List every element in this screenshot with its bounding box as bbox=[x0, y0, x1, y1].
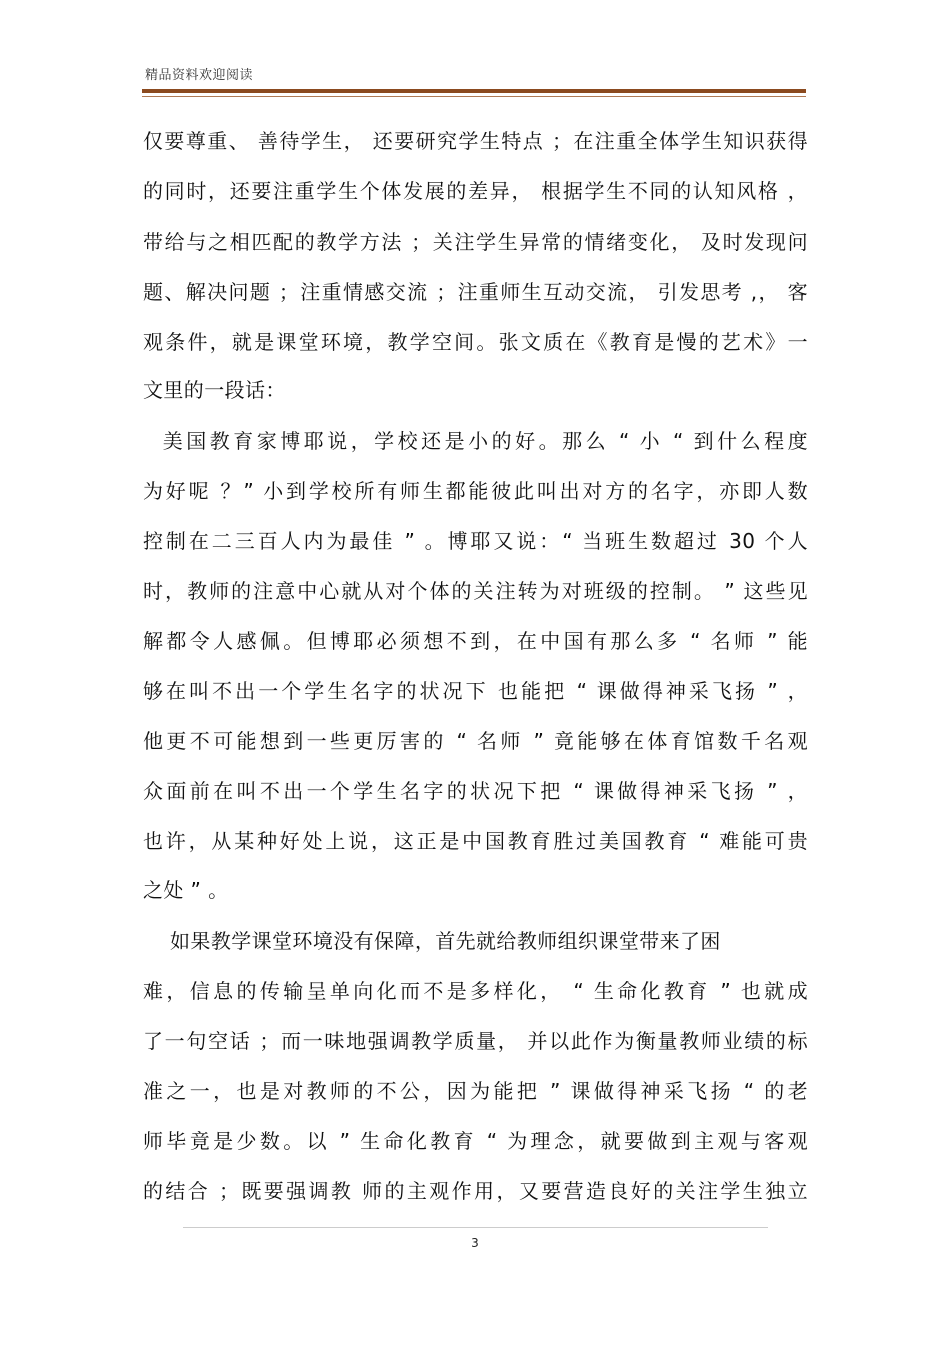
text-line: 他更不可能想到一些更厉害的 “ 名师 ” 竟能够在体育馆数千名观 bbox=[143, 729, 808, 753]
footer-rule bbox=[183, 1227, 768, 1228]
text-line: 美国教育家博耶说，学校还是小的好。那么 “ 小 “ 到什么程度 bbox=[143, 429, 808, 453]
text-line: 师毕竟是少数。以 ” 生命化教育 “ 为理念，就要做到主观与客观 bbox=[143, 1129, 808, 1153]
text-line: 为好呢 ？” 小到学校所有师生都能彼此叫出对方的名字，亦即人数 bbox=[143, 479, 808, 503]
text-line: 观条件，就是课堂环境，教学空间。张文质在《教育是慢的艺术》一 bbox=[143, 330, 808, 354]
page-number: 3 bbox=[471, 1236, 479, 1250]
header-text: 精品资料欢迎阅读 bbox=[145, 68, 254, 83]
text-line: 准之一，也是对教师的不公，因为能把 ” 课做得神采飞扬 “ 的老 bbox=[143, 1079, 808, 1103]
text-line: 时，教师的注意中心就从对个体的关注转为对班级的控制。 ” 这些见 bbox=[143, 579, 808, 603]
header-rule-thin bbox=[142, 96, 806, 97]
text-line: 控制在二三百人内为最佳 ” 。博耶又说：“ 当班生数超过 30 个人 bbox=[143, 529, 808, 553]
text-line: 也许，从某种好处上说，这正是中国教育胜过美国教育 “ 难能可贵 bbox=[143, 829, 808, 853]
text-line: 之处 ” 。 bbox=[143, 878, 229, 902]
text-line: 的同时，还要注重学生个体发展的差异， 根据学生不同的认知风格 ， bbox=[143, 179, 808, 203]
text-line: 难，信息的传输呈单向化而不是多样化， “ 生命化教育 ” 也就成 bbox=[143, 979, 808, 1003]
text-line: 题、解决问题 ；注重情感交流 ；注重师生互动交流， 引发思考 ,， 客 bbox=[143, 280, 808, 304]
text-line: 众面前在叫不出一个学生名字的状况下把 “ 课做得神采飞扬 ” ， bbox=[143, 779, 808, 803]
text-line: 的结合 ；既要强调教 师的主观作用，又要营造良好的关注学生独立 bbox=[143, 1179, 808, 1203]
text-line: 解都令人感佩。但博耶必须想不到，在中国有那么多 “ 名师 ” 能 bbox=[143, 629, 808, 653]
text-line: 够在叫不出一个学生名字的状况下 也能把 “ 课做得神采飞扬 ” ， bbox=[143, 679, 808, 703]
text-line: 仅要尊重、 善待学生， 还要研究学生特点 ；在注重全体学生知识获得 bbox=[143, 129, 808, 153]
text-line: 了一句空话 ；而一味地强调教学质量， 并以此作为衡量教师业绩的标 bbox=[143, 1029, 808, 1053]
text-line: 文里的一段话： bbox=[143, 378, 286, 402]
text-line: 带给与之相匹配的教学方法 ；关注学生异常的情绪变化， 及时发现问 bbox=[143, 230, 808, 254]
header-rule bbox=[142, 89, 806, 93]
text-line: 如果教学课堂环境没有保障，首先就给教师组织课堂带来了困 bbox=[143, 929, 721, 953]
